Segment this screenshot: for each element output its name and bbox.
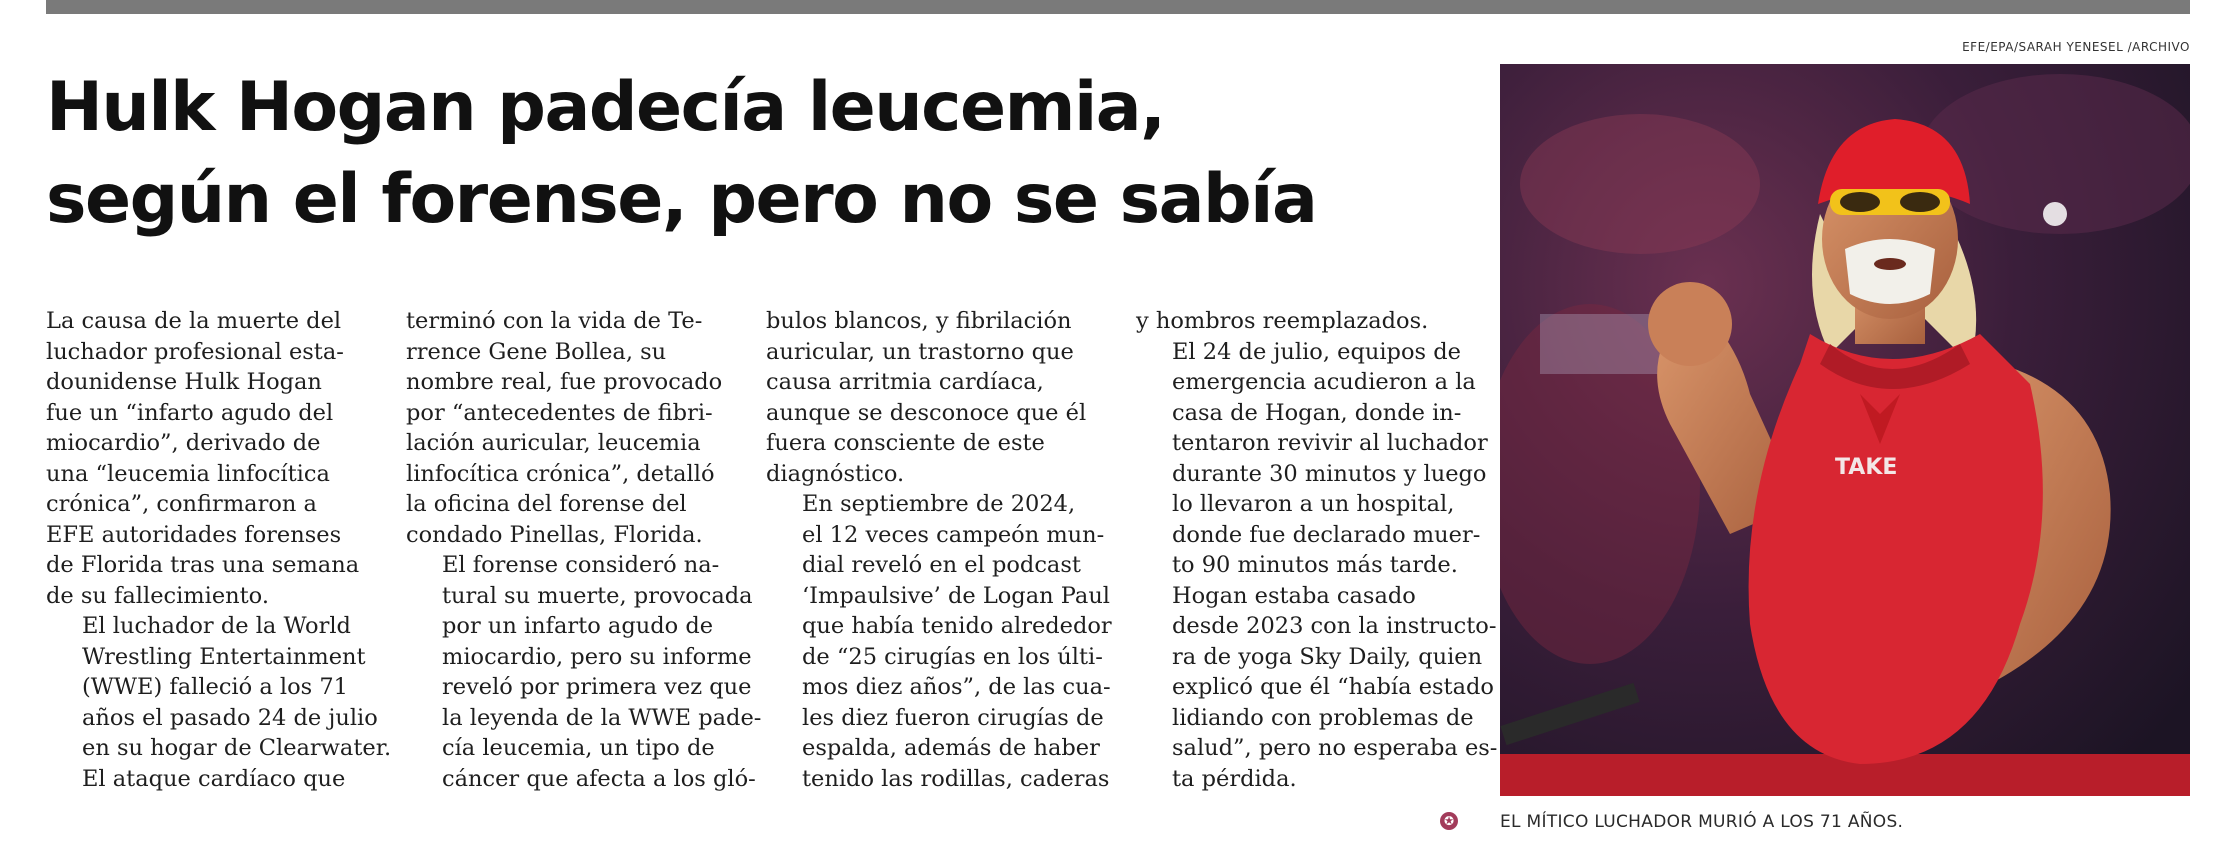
text-line: Wrestling Entertainment [82, 643, 366, 670]
shirt-print: TAKE [1835, 455, 1898, 480]
text-line: crónica”, confirmaron a [46, 491, 317, 517]
text-line: por “antecedentes de fibri- [406, 399, 713, 426]
body-paragraph [46, 611, 392, 764]
text-line: El luchador de la World [82, 613, 351, 639]
text-line: el 12 veces campeón mun- [802, 521, 1105, 548]
body-column-1 [46, 306, 392, 794]
body-column-2 [406, 306, 762, 794]
text-line: miocardio, pero su informe [442, 643, 752, 670]
text-line: casa de Hogan, donde in- [1172, 399, 1462, 426]
text-line: ta pérdida. [1172, 765, 1297, 792]
text-line: lidiando con problemas de [1172, 704, 1474, 731]
text-line: años el pasado 24 de julio [82, 704, 378, 731]
text-line: linfocítica crónica”, detalló [406, 460, 715, 487]
body-paragraph [1136, 581, 1498, 795]
text-line: fue un “infarto agudo del [46, 399, 334, 426]
body-column-4 [1136, 306, 1498, 794]
text-line: condado Pinellas, Florida. [406, 521, 703, 548]
body-paragraph [766, 489, 1112, 794]
text-line: lación auricular, leucemia [406, 430, 701, 456]
text-line: reveló por primera vez que [442, 674, 752, 700]
text-line: y hombros reemplazados. [1136, 308, 1429, 334]
text-line: tenido las rodillas, caderas [802, 765, 1110, 792]
photo-caption: EL MÍTICO LUCHADOR MURIÓ A LOS 71 AÑOS. [1500, 812, 1904, 832]
text-line: diagnóstico. [766, 460, 905, 487]
text-line: donde fue declarado muer- [1172, 521, 1481, 548]
text-line: la leyenda de la WWE pade- [442, 704, 762, 731]
headline-line-1: Hulk Hogan padecía leucemia, [46, 68, 1165, 147]
text-line: El 24 de julio, equipos de [1172, 338, 1461, 365]
body-paragraph [406, 550, 762, 794]
text-line: de su fallecimiento. [46, 582, 269, 609]
text-line: aunque se desconoce que él [766, 399, 1087, 426]
text-line: (WWE) falleció a los 71 [82, 674, 348, 700]
text-line: por un infarto agudo de [442, 613, 714, 639]
text-line: luchador profesional esta- [46, 338, 344, 365]
text-line: dounidense Hulk Hogan [46, 369, 322, 395]
text-line: EFE autoridades forenses [46, 521, 342, 548]
text-line: la oficina del forense del [406, 491, 687, 517]
body-paragraph [766, 306, 1096, 489]
body-paragraph [406, 306, 736, 550]
text-line: les diez fueron cirugías de [802, 704, 1104, 731]
text-line: auricular, un trastorno que [766, 338, 1074, 365]
text-line: dial reveló en el podcast [802, 552, 1081, 578]
text-line: de “25 cirugías en los últi- [802, 643, 1103, 670]
text-line: tural su muerte, provocada [442, 582, 753, 609]
text-line: lo llevaron a un hospital, [1172, 491, 1455, 517]
text-line: cía leucemia, un tipo de [442, 735, 715, 761]
end-of-article-icon: ✪ [1440, 812, 1458, 830]
text-line: tentaron revivir al luchador [1172, 430, 1488, 456]
text-line: en su hogar de Clearwater. [82, 735, 392, 761]
body-paragraph [1136, 306, 1466, 337]
body-paragraph [46, 764, 376, 795]
text-line: El forense consideró na- [442, 552, 720, 578]
text-line: fuera consciente de este [766, 430, 1045, 456]
text-line: La causa de la muerte del [46, 308, 342, 334]
article-photo [1500, 64, 2190, 796]
text-line: ‘Impaulsive’ de Logan Paul [802, 582, 1111, 609]
text-line: terminó con la vida de Te- [406, 308, 703, 334]
text-line: desde 2023 con la instructo- [1172, 613, 1497, 639]
body-paragraph [46, 306, 376, 611]
text-line: to 90 minutos más tarde. [1172, 552, 1458, 578]
body-column-3 [766, 306, 1112, 794]
photo-credit: EFE/EPA/SARAH YENESEL /ARCHIVO [1962, 40, 2190, 54]
text-line: rrence Gene Bollea, su [406, 338, 667, 365]
text-line: de Florida tras una semana [46, 552, 360, 578]
headline [46, 62, 1446, 246]
text-line: que había tenido alrededor [802, 613, 1112, 639]
text-line: bulos blancos, y fibrilación [766, 308, 1072, 334]
text-line: ra de yoga Sky Daily, quien [1172, 643, 1483, 670]
text-line: Hogan estaba casado [1172, 582, 1416, 609]
text-line: una “leucemia linfocítica [46, 460, 330, 487]
text-line: emergencia acudieron a la [1172, 369, 1476, 395]
text-line: espalda, además de haber [802, 735, 1100, 761]
text-line: causa arritmia cardíaca, [766, 369, 1044, 395]
text-line: explicó que él “había estado [1172, 674, 1494, 700]
text-line: mos diez años”, de las cua- [802, 674, 1111, 700]
headline-line-2: según el forense, pero no se sabía [46, 160, 1317, 239]
text-line: miocardio”, derivado de [46, 430, 321, 456]
text-line: durante 30 minutos y luego [1172, 460, 1487, 487]
text-line: nombre real, fue provocado [406, 369, 723, 395]
top-rule [46, 0, 2190, 14]
text-line: El ataque cardíaco que [82, 765, 346, 792]
body-paragraph [1136, 337, 1488, 581]
text-line: cáncer que afecta a los gló- [442, 765, 756, 792]
text-line: salud”, pero no esperaba es- [1172, 735, 1498, 761]
wrestler-photo-illustration [1500, 64, 2190, 796]
text-line: En septiembre de 2024, [802, 491, 1076, 517]
